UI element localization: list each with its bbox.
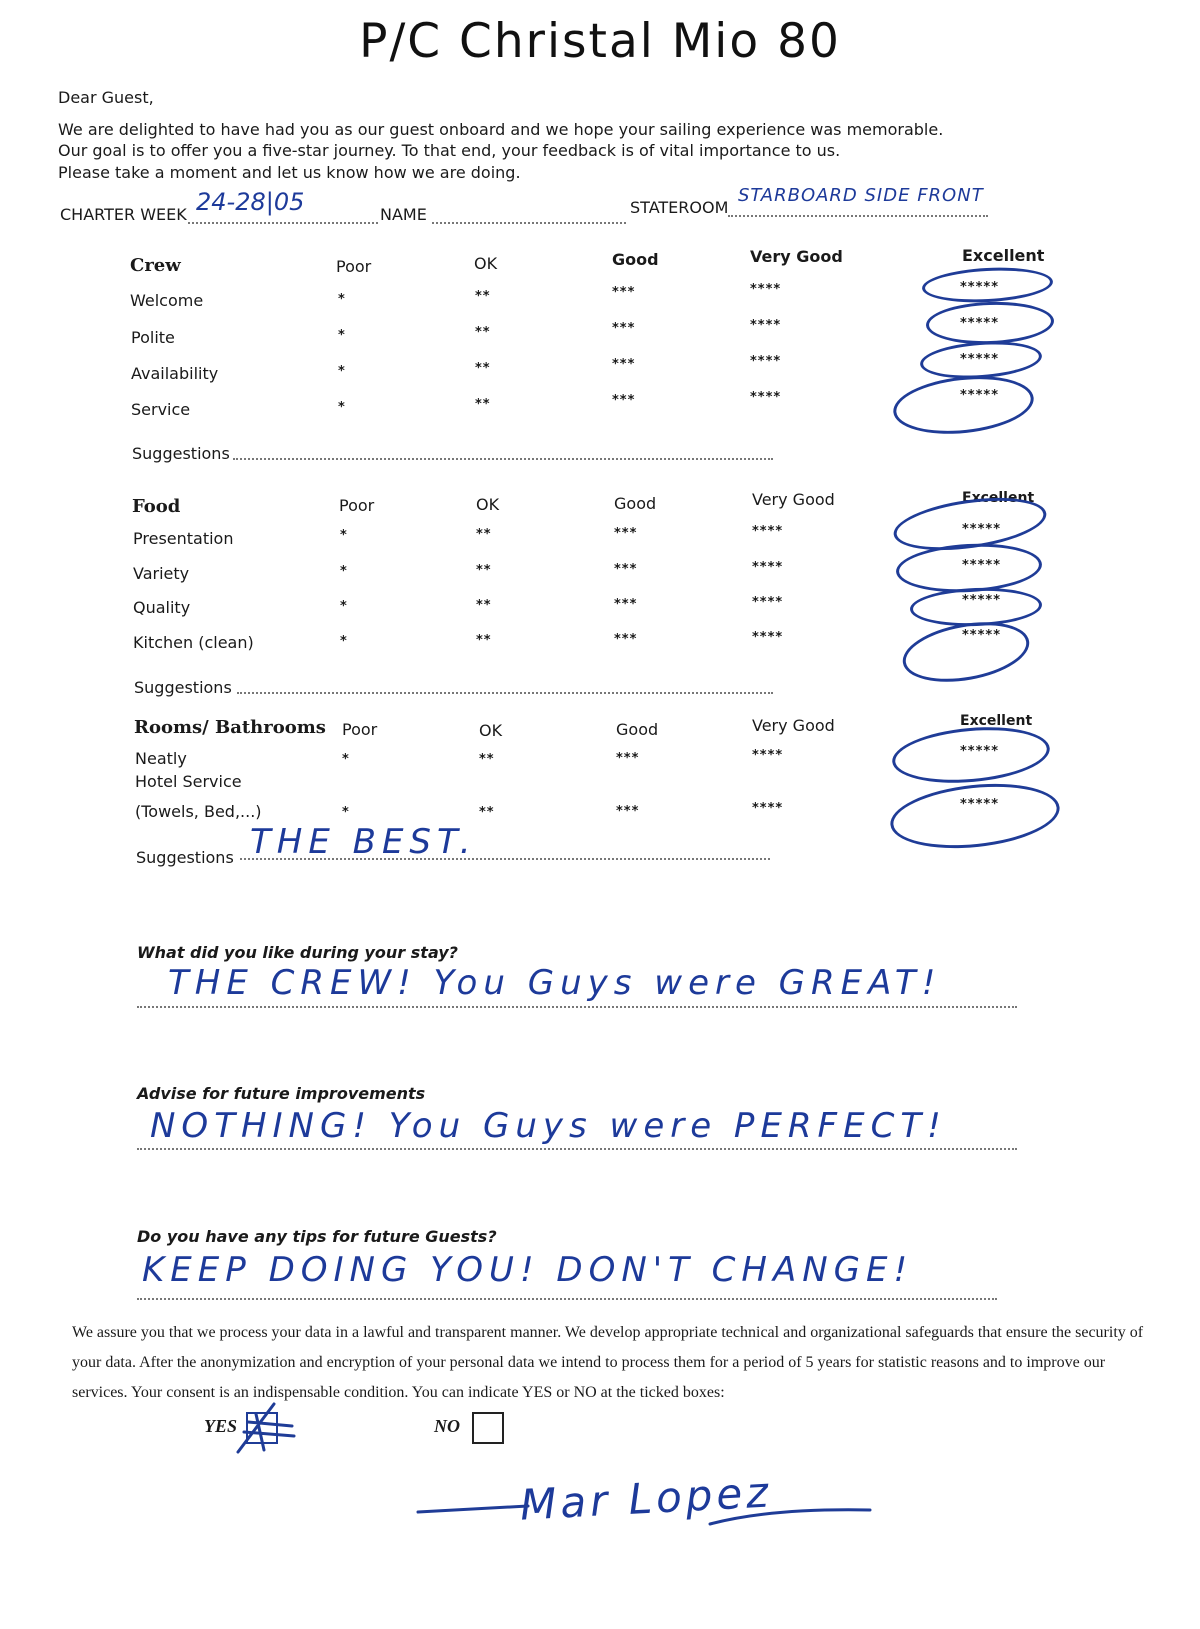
question-improve-label: Advise for future improvements bbox=[137, 1084, 426, 1103]
intro-line-3: Please take a moment and let us know how we are doing. bbox=[58, 163, 521, 182]
food-row-variety: Variety bbox=[133, 564, 190, 583]
question-improve-line bbox=[137, 1148, 1017, 1150]
food-suggestions-label: Suggestions bbox=[134, 678, 232, 697]
col-very-good: Very Good bbox=[752, 490, 835, 509]
food-row-quality: Quality bbox=[133, 598, 191, 617]
rating-poor[interactable]: * bbox=[340, 528, 348, 543]
rating-good[interactable]: *** bbox=[614, 632, 638, 647]
food-row-presentation: Presentation bbox=[133, 529, 234, 548]
crew-row-welcome: Welcome bbox=[130, 291, 204, 310]
rating-very-good[interactable]: **** bbox=[752, 560, 784, 575]
rooms-row-neatly: Neatly bbox=[135, 749, 187, 768]
intro-line-1: We are delighted to have had you as our guest onboard and we hope your sailing experience was memorable. bbox=[58, 120, 944, 139]
rating-very-good[interactable]: **** bbox=[752, 595, 784, 610]
crew-section-title: Crew bbox=[130, 255, 181, 276]
rating-good[interactable]: *** bbox=[614, 526, 638, 541]
rating-good[interactable]: *** bbox=[612, 285, 636, 300]
question-improve-answer[interactable]: NOTHING! You Guys were PERFECT! bbox=[150, 1106, 947, 1146]
question-liked-label: What did you like during your stay? bbox=[137, 943, 458, 962]
question-tips-answer[interactable]: KEEP DOING YOU! DON'T CHANGE! bbox=[142, 1250, 914, 1290]
rating-good[interactable]: *** bbox=[616, 804, 640, 819]
signature-stroke-icon bbox=[410, 1490, 880, 1550]
charter-week-label: CHARTER WEEK bbox=[60, 205, 187, 224]
rating-excellent[interactable]: ***** bbox=[962, 558, 1001, 573]
food-section-title: Food bbox=[132, 496, 181, 517]
crew-row-service: Service bbox=[131, 400, 191, 419]
rating-ok[interactable]: ** bbox=[476, 598, 492, 613]
food-row-kitchen: Kitchen (clean) bbox=[133, 633, 254, 652]
rating-excellent[interactable]: ***** bbox=[962, 628, 1001, 643]
excellent-circle-mark bbox=[925, 300, 1054, 346]
col-ok: OK bbox=[476, 495, 500, 514]
col-very-good: Very Good bbox=[752, 716, 835, 735]
rating-poor[interactable]: * bbox=[338, 400, 346, 415]
stateroom-line bbox=[728, 215, 988, 217]
rating-poor[interactable]: * bbox=[340, 564, 348, 579]
rating-poor[interactable]: * bbox=[340, 634, 348, 649]
rating-poor[interactable]: * bbox=[338, 292, 346, 307]
question-tips-line bbox=[137, 1298, 997, 1300]
rating-good[interactable]: *** bbox=[612, 321, 636, 336]
col-good: Good bbox=[614, 494, 657, 513]
consent-no-checkbox[interactable] bbox=[472, 1412, 504, 1444]
rating-ok[interactable]: ** bbox=[479, 805, 495, 820]
rating-poor[interactable]: * bbox=[342, 752, 350, 767]
name-label: NAME bbox=[380, 205, 427, 224]
rating-excellent[interactable]: ***** bbox=[960, 352, 999, 367]
col-excellent: Excellent bbox=[962, 490, 1035, 506]
rating-ok[interactable]: ** bbox=[475, 325, 491, 340]
rating-very-good[interactable]: **** bbox=[750, 282, 782, 297]
col-poor: Poor bbox=[339, 496, 375, 515]
rooms-section-title: Rooms/ Bathrooms bbox=[134, 717, 326, 738]
rating-poor[interactable]: * bbox=[340, 599, 348, 614]
consent-no-label: NO bbox=[434, 1416, 460, 1436]
stateroom-label: STATEROOM bbox=[630, 198, 729, 217]
col-very-good: Very Good bbox=[750, 247, 843, 266]
rating-ok[interactable]: ** bbox=[479, 752, 495, 767]
rating-excellent[interactable]: ***** bbox=[960, 388, 999, 403]
rooms-row-hotel-service: Hotel Service bbox=[135, 772, 242, 791]
col-ok: OK bbox=[474, 254, 498, 273]
rating-poor[interactable]: * bbox=[338, 328, 346, 343]
col-good: Good bbox=[612, 250, 659, 269]
rating-ok[interactable]: ** bbox=[475, 397, 491, 412]
col-excellent: Excellent bbox=[960, 713, 1033, 729]
rating-ok[interactable]: ** bbox=[475, 289, 491, 304]
rating-good[interactable]: *** bbox=[616, 751, 640, 766]
intro-line-2: Our goal is to offer you a five-star journey. To that end, your feedback is of vital importance to us. bbox=[58, 141, 841, 160]
rating-very-good[interactable]: **** bbox=[750, 390, 782, 405]
signature: Mar Lopez bbox=[518, 1467, 774, 1530]
checkmark-icon bbox=[234, 1400, 304, 1460]
excellent-circle-mark bbox=[890, 370, 1036, 440]
col-excellent: Excellent bbox=[962, 246, 1045, 265]
question-tips-label: Do you have any tips for future Guests? bbox=[137, 1227, 497, 1246]
rating-very-good[interactable]: **** bbox=[750, 318, 782, 333]
col-poor: Poor bbox=[336, 257, 372, 276]
rating-ok[interactable]: ** bbox=[476, 563, 492, 578]
rating-poor[interactable]: * bbox=[338, 364, 346, 379]
rating-excellent[interactable]: ***** bbox=[960, 280, 999, 295]
rating-good[interactable]: *** bbox=[614, 562, 638, 577]
form-title: P/C Christal Mio 80 bbox=[359, 14, 841, 69]
rating-poor[interactable]: * bbox=[342, 805, 350, 820]
greeting: Dear Guest, bbox=[58, 88, 154, 107]
crew-row-polite: Polite bbox=[131, 328, 175, 347]
privacy-statement: We assure you that we process your data in a lawful and transparent manner. We develop appropriate technical and organizational safeguards that ensure the security of your data. After the anonymization and encryption of your personal data we intend to process them for a period of 5 years for statistic reasons and to improve our services. Your consent is an indispensable condition. You can indicate YES or NO at the ticked boxes: bbox=[72, 1324, 1144, 1401]
excellent-circle-mark bbox=[898, 613, 1034, 690]
col-good: Good bbox=[616, 720, 659, 739]
rating-very-good[interactable]: **** bbox=[752, 630, 784, 645]
rating-ok[interactable]: ** bbox=[476, 527, 492, 542]
col-poor: Poor bbox=[342, 720, 378, 739]
rating-excellent[interactable]: ***** bbox=[960, 316, 999, 331]
stateroom-value[interactable]: STARBOARD SIDE FRONT bbox=[738, 185, 984, 206]
rating-excellent[interactable]: ***** bbox=[960, 744, 999, 759]
rating-ok[interactable]: ** bbox=[475, 361, 491, 376]
crew-row-availability: Availability bbox=[131, 364, 219, 383]
question-liked-answer[interactable]: THE CREW! You Guys were GREAT! bbox=[168, 963, 942, 1003]
rating-very-good[interactable]: **** bbox=[750, 354, 782, 369]
rating-ok[interactable]: ** bbox=[476, 633, 492, 648]
rating-very-good[interactable]: **** bbox=[752, 748, 784, 763]
question-liked-line bbox=[137, 1006, 1017, 1008]
rooms-suggestions-label: Suggestions bbox=[136, 848, 234, 867]
rating-excellent[interactable]: ***** bbox=[962, 522, 1001, 537]
col-ok: OK bbox=[479, 721, 503, 740]
food-suggestions-line[interactable] bbox=[237, 692, 773, 694]
consent-yes-label: YES bbox=[204, 1416, 238, 1436]
rating-excellent[interactable]: ***** bbox=[962, 593, 1001, 608]
rooms-row-towels: (Towels, Bed,...) bbox=[135, 802, 262, 821]
consent-yes-checkbox[interactable] bbox=[246, 1412, 278, 1444]
rating-good[interactable]: *** bbox=[612, 393, 636, 408]
rating-very-good[interactable]: **** bbox=[752, 801, 784, 816]
excellent-circle-mark bbox=[887, 776, 1063, 855]
rating-good[interactable]: *** bbox=[614, 597, 638, 612]
rating-good[interactable]: *** bbox=[612, 357, 636, 372]
name-line[interactable] bbox=[432, 222, 626, 224]
excellent-circle-mark bbox=[890, 721, 1052, 789]
crew-suggestions-line[interactable] bbox=[233, 458, 773, 460]
charter-week-value[interactable]: 24-28|05 bbox=[196, 188, 305, 216]
rating-excellent[interactable]: ***** bbox=[960, 797, 999, 812]
rooms-suggestions-answer[interactable]: THE BEST. bbox=[250, 822, 477, 862]
rating-very-good[interactable]: **** bbox=[752, 524, 784, 539]
crew-suggestions-label: Suggestions bbox=[132, 444, 230, 463]
excellent-circle-mark bbox=[921, 265, 1054, 306]
charter-week-line bbox=[188, 222, 378, 224]
